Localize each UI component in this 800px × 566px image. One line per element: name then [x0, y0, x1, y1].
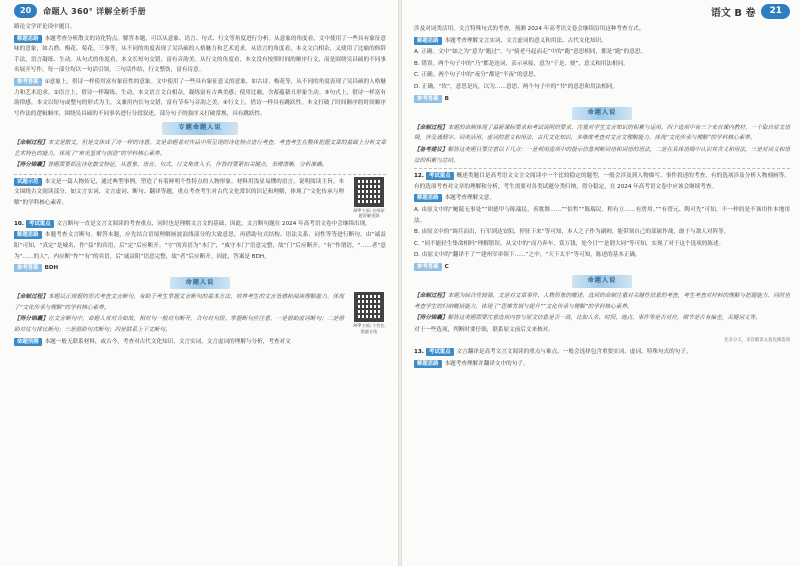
- note-label: 【命制过程】: [14, 294, 49, 301]
- answer-text: BDH: [44, 265, 59, 272]
- note-paragraph: [414, 291, 790, 312]
- note-paragraph: [414, 313, 790, 324]
- qr-code[interactable]: [352, 177, 386, 219]
- left-page-number: 20: [14, 4, 37, 18]
- key-point-tag: 考试重点: [426, 172, 454, 180]
- notes-text: [14, 292, 344, 336]
- right-content: [414, 24, 790, 370]
- question-number: 13.: [414, 349, 424, 356]
- prediction-tag: 命题预测: [14, 338, 42, 346]
- note-text: 本题以正规题的形式考查文言断句，有助于考生掌握文言断句的基本方法，培养考生的文言语感和阅读理解能力，体现了“文化传承与理解”的学科核心素养。: [14, 294, 344, 311]
- answer-tag: 参考答案: [414, 95, 442, 103]
- note-label: 【命制过程】: [414, 124, 448, 131]
- answer-paragraph: [414, 94, 790, 105]
- option-b: B. 由原文中的“调兵而出，行军到达安阳，停驻下来”等可知，本人之子作为副帅，能带领自己的部属作战，敢于与敌人对阵等。: [414, 229, 730, 236]
- left-page: [0, 0, 398, 566]
- question-number: 10.: [14, 220, 24, 227]
- note-text: 本题的命制体现了最新课标要求和考试说明的要求，注重对学生文言知识的积累与运用。四个选项中有三个来自课内教材，一个取自原文语境，涉及通假字、词类活用、虚词的意义和用法、古代文化知识，多维度考查对文言文理解能力，体现“文化传承与理解”的学科核心素养。: [414, 124, 790, 142]
- note-text: 解答这类题需要注意选项内容与原文信息是否一致，比如人名、时间、地点、事件等是否对应，细节是否有偏差，关键词义等。: [447, 315, 761, 322]
- qr-code[interactable]: [352, 292, 386, 334]
- note-paragraph: [14, 138, 386, 159]
- answer-text: B: [444, 95, 449, 102]
- banner-label: 命题人说: [572, 107, 633, 120]
- answer-tag: 参考答案: [14, 264, 42, 272]
- answer-paragraph: [414, 262, 790, 273]
- solution-text: 本题考查文言断句。解答本题，应先结合语境理解画波浪线部分的大致意思，再借助句式结构、语法关系、词性等等进行断句。由“诚益阳”可知，“真定”是城名，作“益”的宾语，后“定”后应断开。“守”的宾语为“本门”，“威守本门”语意完整，故“门”后应断开。“有”作谓语，“……者”意为“……的人”，内应断“作”“有”的宾语，后“诚益阳”语意完整，故“者”后应断开。因此，答案是 BDH。: [14, 232, 386, 260]
- note-label: 【备考建议】: [414, 146, 448, 153]
- note-text: 本题为综合性较强、文是对文章事件、人物形象的概述，选项的命制注重对关键性信息的考查，考生考查对材料的理解与把握能力，同时也考查学生的归纳概括能力，体现了“思维发展与提升”“文化传承与理解”的学科核心素养。: [414, 293, 790, 310]
- section-banner: [14, 277, 386, 290]
- question-12: [414, 171, 790, 192]
- solution-text: 本题考查理解并翻译文中的句子。: [444, 360, 529, 367]
- solution-tag: 解题思路: [14, 35, 42, 43]
- trial-paragraph: [14, 177, 344, 209]
- note-text: 答题需要抓住诗化散文特征，从意象、语言、句式、行文角度入手，作答时要紧扣关键点，条理清晰，分析准确。: [47, 162, 328, 169]
- qr-code-image[interactable]: [354, 177, 384, 207]
- notes-block: [414, 291, 790, 324]
- answer-paragraph: [14, 263, 386, 274]
- qr-caption: APP 扫码 个性化错题专练: [353, 323, 385, 334]
- paragraph: 对于一些选项，判断时要仔细，联系原文前后文来核对。: [414, 326, 554, 333]
- solution-text: 本题考查分析散文的诗化特点。解答本题，可以从意象、语言、句式、行文等角度进行分析。从意象的角度看，文中使用了一些具有象征意味的意象，如古渔、梅花、菊花、三事等，从不同的角度表现了吴昌硕的人格魅力和艺术追求。从语言的角度看，本文文白相杂，又使用了比喻的修辞手法，语言凝练、生动。从句式的角度看，本文长短句交错，富有音韵美。从行文的角度看，本文没有按照时间的顺序行文，而是围绕吴昌硕的不同事名展开写作，每一部分均以一句话引领，三句话作结，行文整饬，富有诗意。: [14, 35, 386, 74]
- trial-block: [14, 177, 386, 219]
- key-point-tag: 考试重点: [426, 348, 454, 356]
- banner-label: 命题人说: [572, 275, 633, 288]
- qr-caption: APP 扫码 名师原题讲解视频: [353, 207, 385, 219]
- trial-text: 本文是一篇人物传记，通过典型事例，塑造了有着鲜明个性特点的人物形象。材料用浅显易懂的语言，说明阅读主旨。本文围绕古文阅读部分，如文言实词、文言虚词、断句、翻译等题，重点考查考生对古代文化常识的识记和理解，体现了“文化传承与理解”的学科核心素养。: [14, 178, 344, 206]
- note-label: 【得分锦囊】: [414, 315, 448, 322]
- solution-tag: 解题思路: [14, 231, 42, 239]
- note-paragraph: [14, 314, 344, 335]
- option-b: B. 错误。两个句子中的“乃”都是连词，表示承接，意为“于是、便”，意义和用法相同。: [414, 60, 629, 67]
- banner-label: 命题人说: [170, 277, 231, 290]
- book-brand: 命题人 360° 详解全析手册: [43, 6, 146, 16]
- solution-paragraph: [14, 230, 386, 262]
- right-page: [402, 0, 800, 566]
- question-13: [414, 347, 790, 358]
- note-paragraph: [14, 160, 386, 171]
- solution-text: 本题考查理解文言实词、文言虚词的意义和用法、古代文化知识。: [444, 37, 607, 44]
- divider: [14, 174, 386, 175]
- note-text: 解答这类题目要注意以下几点：一是利用选项中的提示信息判断词语和词语的语法，二是在具体语境中认识其含义和用法，三是对词义和语法的积累与总结。: [414, 146, 790, 164]
- notes-block: [414, 123, 790, 166]
- question-number: 12.: [414, 173, 424, 180]
- answer-text: ①意象上，借诗一样使用富有象征性的意象。文中使用了一些具有象征意义的意象，如古诗、梅花等，从不同的角度表现了吴昌硕的人格魅力和艺术追求。②语言上，借诗一样凝练、生动。本文语言文白相杂，凝练富有古典美感；使用比喻，含蓄蕴藉且形象生动。③句式上，借诗一样富有韵律感。本文以短句或整句的形式为主，又兼用内长句交错，富有节奏与音韵之美。④行文上，借诗一样具有跳跃性。本文打破了时间顺序的时间顺序写作法的逻辑顺序，围绕吴昌硕的不同事名进行分段叙述，部分句子的强序又打破常规，具有跳跃性。: [14, 78, 386, 117]
- option-d: D. 正确。“坎”，意思是坑，以为……意思。两个句子中的“书”的意思和用法相同。: [414, 83, 619, 90]
- note-label: 【得分锦囊】: [14, 162, 48, 169]
- answer-tag: 参考答案: [14, 78, 42, 86]
- right-page-number: 21: [761, 4, 790, 19]
- note-text: 在文言断句中，命题人常对合如故，相对句一般对句断开，合句对句段。掌握断句应注意，一是借助虚词断句；二是借助对仗与排比断句；三是借助句式断句；四是联系上下文断句。: [14, 316, 344, 334]
- solution-paragraph: [14, 34, 386, 76]
- section-banner: [414, 275, 790, 288]
- note-label: 【命制过程】: [414, 293, 448, 300]
- solution-text: 本题考查理解文意。: [444, 195, 495, 202]
- solution-tag: 解题思路: [414, 360, 442, 368]
- trial-text-block: [14, 177, 344, 210]
- note-paragraph: [414, 145, 790, 166]
- solution-paragraph: [414, 36, 790, 47]
- prediction-text: 本题一般无联系材料，或古今，考查对古代文化知识、文言实词、文言虚词的理解与分析，考查对文: [44, 338, 291, 345]
- option-d: D. 由原文中的“翻译不了”“建州军率领下……”之中，“天下太平”等可知，陈述的基本正确。: [414, 252, 641, 259]
- solution-tag: 解题思路: [414, 37, 442, 45]
- option-c: C. “同不能轻生集命相吗”理解错误。从文中的“而乃奔车，赏万钱，处今日”“是谓大同”等可知，实现了对于这个选项的陈述。: [414, 240, 725, 247]
- note-paragraph: [14, 292, 344, 313]
- section-title: 语文 B 卷: [710, 7, 756, 19]
- notes-block: [14, 138, 386, 172]
- divider: [414, 168, 790, 169]
- right-header: [711, 3, 790, 19]
- left-content: [14, 22, 386, 348]
- key-point-tag: 考试重点: [26, 220, 54, 228]
- handwritten-note: 先多分义，多次解读文意先修选项: [724, 338, 790, 344]
- notes-text: [14, 138, 386, 172]
- notes-block: [14, 292, 386, 336]
- answer-paragraph: [14, 77, 386, 119]
- solution-tag: 解题思路: [414, 194, 442, 202]
- section-banner: [414, 107, 790, 120]
- section-banner: [14, 122, 386, 135]
- trial-tag: 试题示范: [14, 178, 42, 186]
- left-header: [14, 4, 146, 18]
- paragraph: 路论文学评论设中题目。: [14, 24, 76, 30]
- question-10: [14, 219, 386, 230]
- paragraph: 涉及对词类活用、文言特殊句式的考查，预测 2024 年高考语文卷会继续沿用这种考查方式。: [414, 26, 645, 32]
- question-text: 文言断句一直是文言文阅读的考查重点，同时也是理解文言文的基础，因此，文言断句题在 2024 年高考语文卷中会继续出现。: [56, 220, 371, 227]
- option-a: A. 由原文中的“鲍陵无事处”“胡德甲与陈瑞民、善歌舞……”“伯哲”“陈瑞民、程有立……有曾用、”“有曾元、陶可先”可知，不一样的是不该用作本地用法。: [414, 206, 790, 224]
- question-text: 概述类题目是高考语文文言文阅读中一个比较稳定的题型，一般会涉及到人物描写、事件叙述的考查，有的选项涉及分析人物刻画等。有的选项考查对文章的理解和分析，考生需要对各类试题分类归纳，得分稳定，在 2024 年高考语文卷中应该会继续考查。: [414, 173, 790, 190]
- answer-text: C: [444, 263, 449, 270]
- note-label: 【命制过程】: [14, 139, 48, 146]
- question-text: 文言翻译是高考文言文阅读的重点与难点，一般会选择包含重要实词、虚词、特殊句式的句子。: [456, 349, 692, 356]
- note-text: 本文是散文，但是文体成了诗一样的诗意。文是命题者对作品中所呈现的诗化特点进行考查，考查考生在整体把握文章的基础上分析文章艺术特色的能力，体现了“审美鉴赏与创造”的学科核心素养。: [14, 139, 386, 157]
- prediction-paragraph: [14, 337, 386, 348]
- solution-paragraph: [414, 193, 790, 204]
- qr-code-image[interactable]: [354, 292, 384, 322]
- solution-paragraph: [414, 359, 790, 370]
- answer-tag: 参考答案: [414, 263, 442, 271]
- option-c: C. 正确。两个句子中的“夜分”都是“半夜”的意思。: [414, 72, 540, 79]
- note-label: 【得分锦囊】: [14, 316, 49, 323]
- option-a: A. 正确。文中“如之为”意为“跑过”，与“骑老马起而走”中的“跑”意思相同，都是“跑”的意思。: [414, 49, 647, 56]
- banner-label: 专题命题人说: [162, 122, 237, 135]
- note-paragraph: [414, 123, 790, 144]
